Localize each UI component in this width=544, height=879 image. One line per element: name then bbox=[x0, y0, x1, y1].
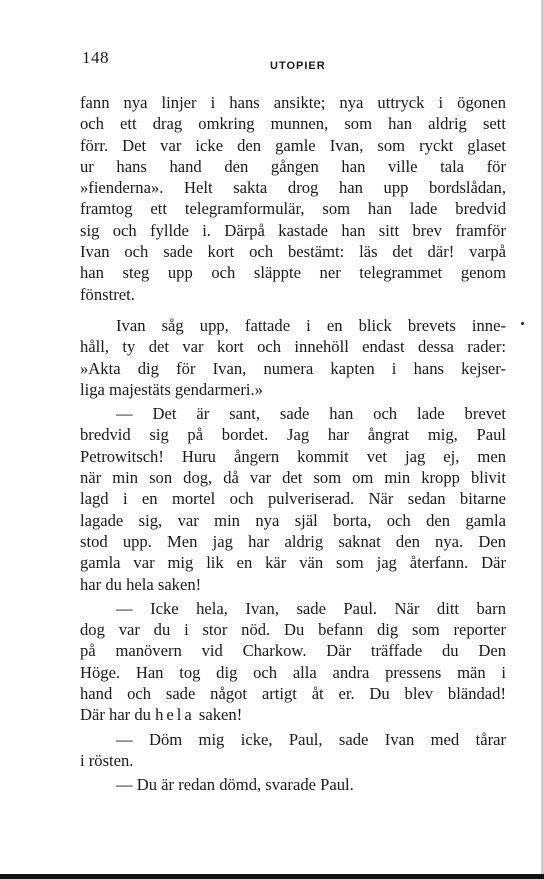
text-line: »fienderna». Helt sakta drog han upp bordslådan, bbox=[80, 178, 506, 198]
emphasized-word: hela bbox=[155, 705, 195, 725]
running-head: UTOPIER bbox=[270, 60, 326, 72]
text-line: Ivan och sade kort och bestämt: läs det där! varpå bbox=[80, 242, 506, 262]
text-line: han steg upp och släppte ner telegrammet genom bbox=[80, 263, 506, 283]
paragraph-gap bbox=[80, 305, 506, 315]
text-line: gamla var mig lik en kär vän som jag återfann. Där bbox=[80, 553, 506, 573]
text-line bbox=[80, 704, 506, 725]
text-segment: saken! bbox=[198, 705, 243, 725]
text-line: hand och sade något artigt åt er. Du blev bländad! bbox=[80, 684, 506, 704]
bottom-border bbox=[0, 874, 544, 879]
text-line: Petrowitsch! Huru ångern kommit vet jag ej, men bbox=[80, 446, 506, 466]
text-line: sig och fyllde i. Därpå kastade han sitt brev framför bbox=[80, 220, 506, 240]
body-text bbox=[80, 92, 506, 796]
text-line: har du hela saken! bbox=[80, 574, 202, 594]
text-line: Höge. Han tog dig och alla andra pressens män i bbox=[80, 662, 506, 682]
text-line: förr. Det var icke den gamle Ivan, som ryckt glaset bbox=[80, 135, 506, 155]
text-line: i rösten. bbox=[80, 750, 134, 770]
text-line: liga majestäts gendarmeri.» bbox=[80, 379, 263, 399]
text-line: fann nya linjer i hans ansikte; nya uttryck i ögonen bbox=[80, 93, 506, 112]
text-line: Ivan såg upp, fattade i en blick brevets inne- bbox=[116, 315, 506, 335]
text-line: — Döm mig icke, Paul, sade Ivan med tårar bbox=[116, 729, 506, 749]
text-line: — Du är redan dömd, svarade Paul. bbox=[116, 775, 354, 795]
text-line: — Det är sant, sade han och lade brevet bbox=[116, 404, 506, 424]
text-line: lagade sig, var min nya själ borta, och den gamla bbox=[80, 510, 506, 530]
text-line: bredvid sig på bordet. Jag har ångrat mig, Paul bbox=[80, 425, 506, 445]
text-line: stod upp. Men jag har aldrig saknat den nya. Den bbox=[80, 531, 506, 551]
text-line: framtog ett telegramformulär, som han lade bredvid bbox=[80, 199, 506, 219]
text-line: håll, ty det var kort och innehöll endast dessa rader: bbox=[80, 337, 506, 357]
margin-mark bbox=[521, 322, 524, 325]
text-segment: Där har du bbox=[80, 705, 151, 725]
page-number: 148 bbox=[82, 48, 109, 67]
text-line: »Akta dig för Ivan, numera kapten i hans kejser- bbox=[80, 358, 506, 378]
text-line: på manövern vid Charkow. Där träffade du Den bbox=[80, 641, 506, 661]
text-line: ur hans hand den gången han ville tala för bbox=[80, 156, 506, 176]
text-line: — Icke hela, Ivan, sade Paul. När ditt barn bbox=[116, 598, 506, 618]
text-line: dog var du i stor nöd. Du befann dig som reporter bbox=[80, 620, 506, 640]
text-line: lagd i en mortel och pulveriserad. När sedan bitarne bbox=[80, 489, 506, 509]
text-line: när min son dog, då var det som om min kropp blivit bbox=[80, 468, 506, 488]
text-line: fönstret. bbox=[80, 284, 135, 304]
text-line: och ett drag omkring munnen, som han aldrig sett bbox=[80, 114, 506, 134]
